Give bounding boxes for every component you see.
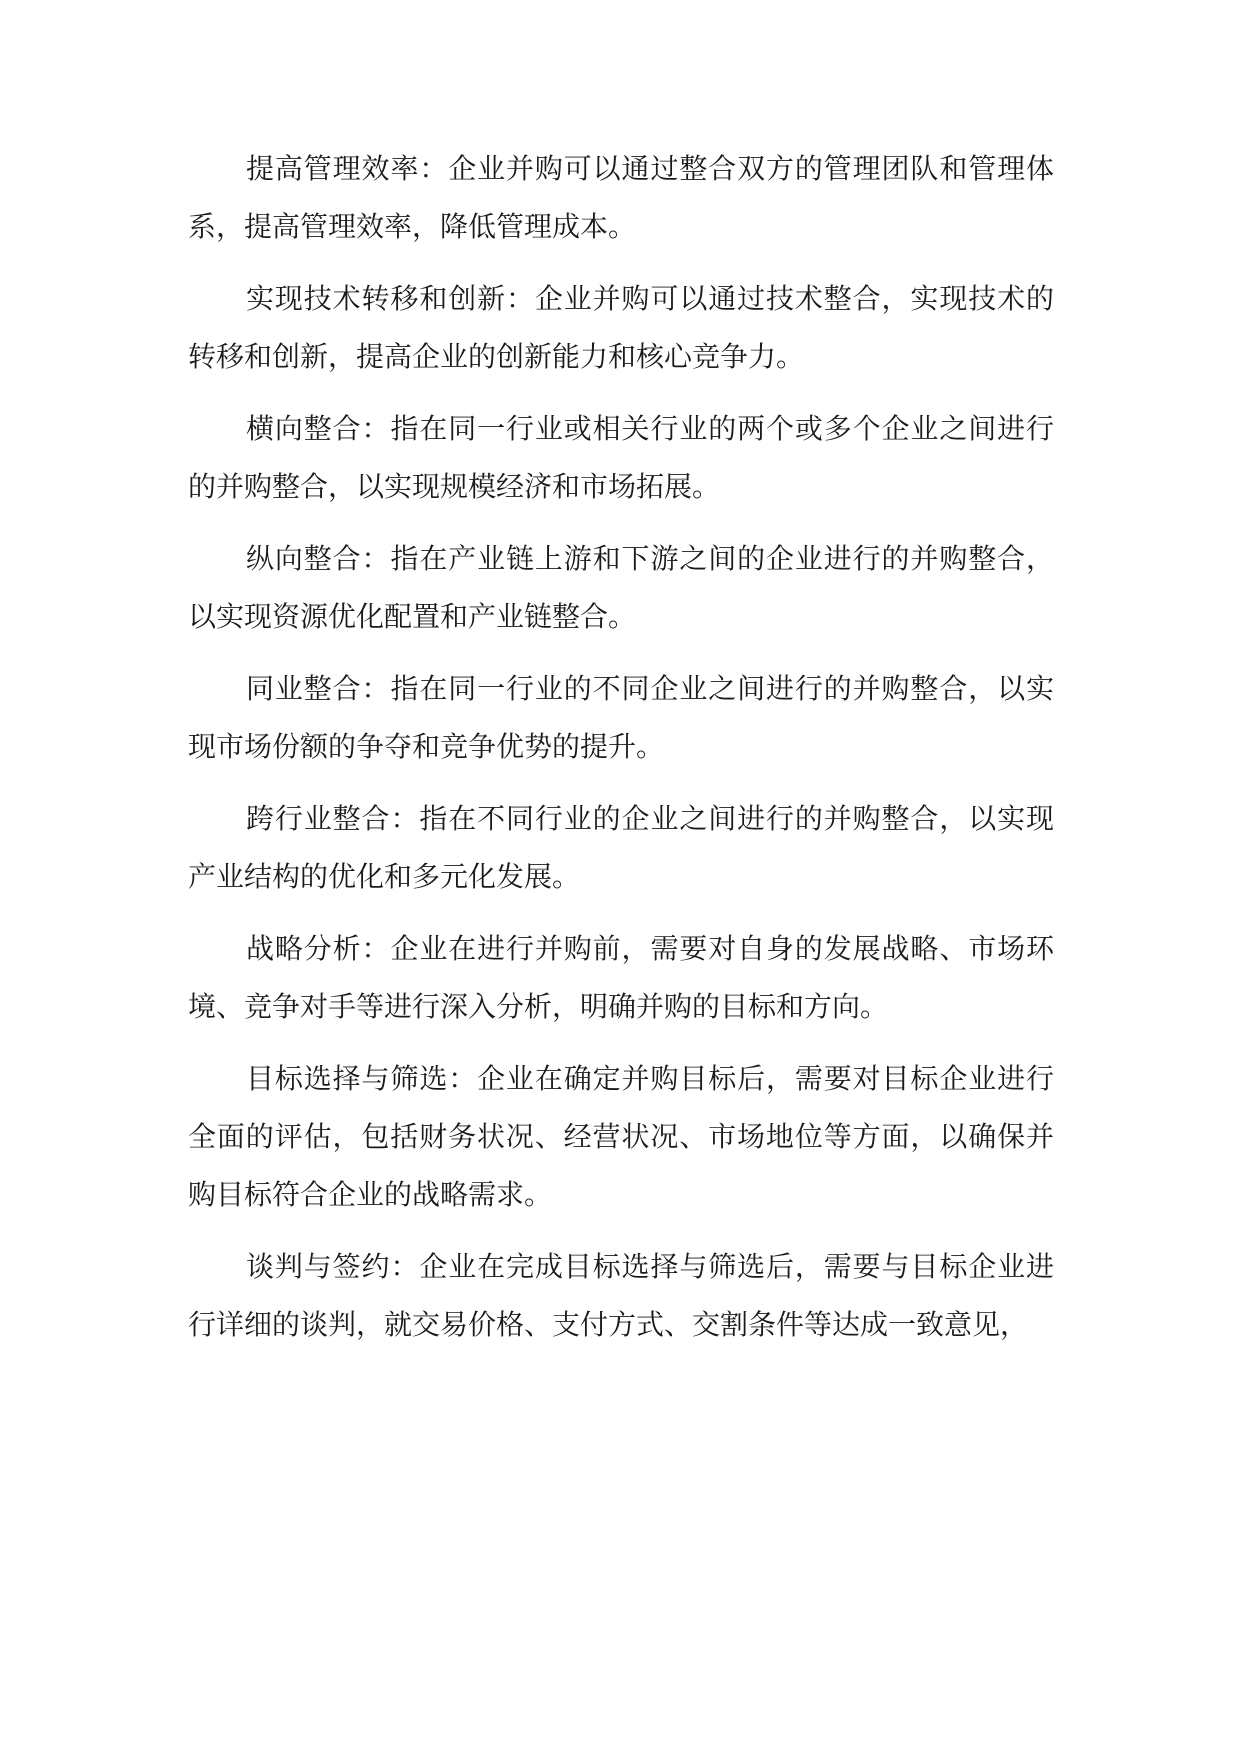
paragraph-horizontal-integration: 横向整合：指在同一行业或相关行业的两个或多个企业之间进行的并购整合，以实现规模经济和市场拓展。 xyxy=(188,412,1054,503)
paragraph-vertical-integration: 纵向整合：指在产业链上游和下游之间的企业进行的并购整合，以实现资源优化配置和产业链整合。 xyxy=(188,542,1054,633)
paragraph-technology-transfer-innovation: 实现技术转移和创新：企业并购可以通过技术整合，实现技术的转移和创新，提高企业的创新能力和核心竞争力。 xyxy=(188,282,1054,373)
paragraph-target-selection-screening: 目标选择与筛选：企业在确定并购目标后，需要对目标企业进行全面的评估，包括财务状况、经营状况、市场地位等方面，以确保并购目标符合企业的战略需求。 xyxy=(188,1062,1054,1211)
paragraph-negotiation-signing: 谈判与签约：企业在完成目标选择与筛选后，需要与目标企业进行详细的谈判，就交易价格、支付方式、交割条件等达成一致意见， xyxy=(188,1250,1054,1341)
paragraph-improve-management-efficiency: 提高管理效率：企业并购可以通过整合双方的管理团队和管理体系，提高管理效率，降低管理成本。 xyxy=(188,152,1054,243)
document-body xyxy=(188,140,1054,1368)
paragraph-same-industry-integration: 同业整合：指在同一行业的不同企业之间进行的并购整合，以实现市场份额的争夺和竞争优势的提升。 xyxy=(188,672,1054,763)
paragraph-cross-industry-integration: 跨行业整合：指在不同行业的企业之间进行的并购整合，以实现产业结构的优化和多元化发展。 xyxy=(188,802,1054,893)
paragraph-strategic-analysis: 战略分析：企业在进行并购前，需要对自身的发展战略、市场环境、竞争对手等进行深入分析，明确并购的目标和方向。 xyxy=(188,932,1054,1023)
